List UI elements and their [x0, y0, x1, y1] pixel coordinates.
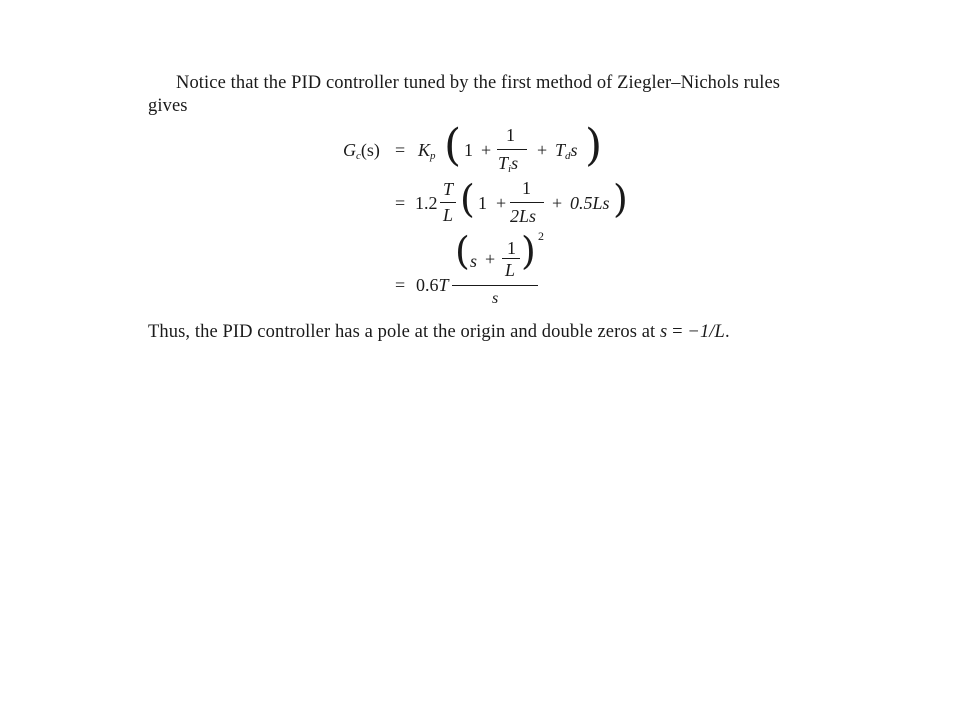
eq2-derivative-term: 0.5Ls [570, 193, 610, 213]
eq2-one: 1 [478, 193, 487, 213]
eq3-plus: + [485, 249, 496, 269]
eq1-gain: $K_p$ [418, 140, 436, 162]
eq1-left-paren: ( [444, 120, 462, 171]
eq1-frac-numerator: 1 [506, 125, 515, 145]
eq3-right-paren: ) [521, 229, 536, 273]
eq3-frac-denominator: L [505, 260, 516, 280]
eq1-frac-denominator: $T_is$ [498, 153, 519, 175]
eq2-fraction-bar [440, 202, 456, 203]
eq1-one: 1 [464, 140, 473, 160]
eq3-exponent: 2 [538, 229, 544, 243]
eq2-frac2-denominator: 2Ls [510, 206, 537, 226]
eq3-main-fraction-bar [452, 285, 538, 286]
eq1-derivative-term: $T_ds$ [555, 140, 578, 162]
conclusion-equals: = [672, 322, 683, 342]
paragraph-intro-line1: Notice that the PID controller tuned by the first method of Ziegler–Nichols rules [176, 73, 781, 93]
eq2-left-paren: ( [460, 177, 475, 221]
eq2-plus2: + [552, 193, 563, 213]
eq2-equals: = [395, 193, 406, 213]
eq2-fraction2-bar [510, 202, 544, 203]
eq1-plus2: + [537, 140, 548, 160]
equation-block [0, 0, 960, 320]
paragraph-conclusion [148, 322, 730, 343]
eq3-s: s [470, 251, 478, 271]
conclusion-text: Thus, the PID controller has a pole at the origin and double zeros at [148, 322, 656, 342]
conclusion-variable: s [660, 322, 668, 342]
paragraph-intro-line2: gives [148, 96, 188, 116]
eq2-frac-numerator: T [443, 179, 454, 199]
eq1-plus: + [481, 140, 492, 160]
eq2-right-paren: ) [613, 177, 628, 221]
eq3-fraction-bar [502, 258, 520, 259]
eq2-frac2-numerator: 1 [522, 178, 531, 198]
eq1-right-paren: ) [585, 120, 603, 171]
eq2-frac-denominator: L [443, 205, 454, 225]
eq2-plus: + [496, 193, 507, 213]
eq2-coefficient: 1.2 [415, 193, 438, 213]
eq3-coefficient: 0.6T [416, 275, 449, 295]
eq1-fraction-bar [497, 149, 527, 150]
eq1-lhs: $G_c(s)$ [343, 140, 380, 162]
eq1-equals: = [395, 140, 406, 160]
eq3-frac-numerator: 1 [507, 238, 516, 258]
eq3-equals: = [395, 275, 406, 295]
eq3-left-paren: ( [455, 229, 470, 273]
eq3-denominator: s [492, 290, 499, 307]
conclusion-period: . [724, 322, 730, 342]
conclusion-value: −1/L [687, 322, 725, 342]
